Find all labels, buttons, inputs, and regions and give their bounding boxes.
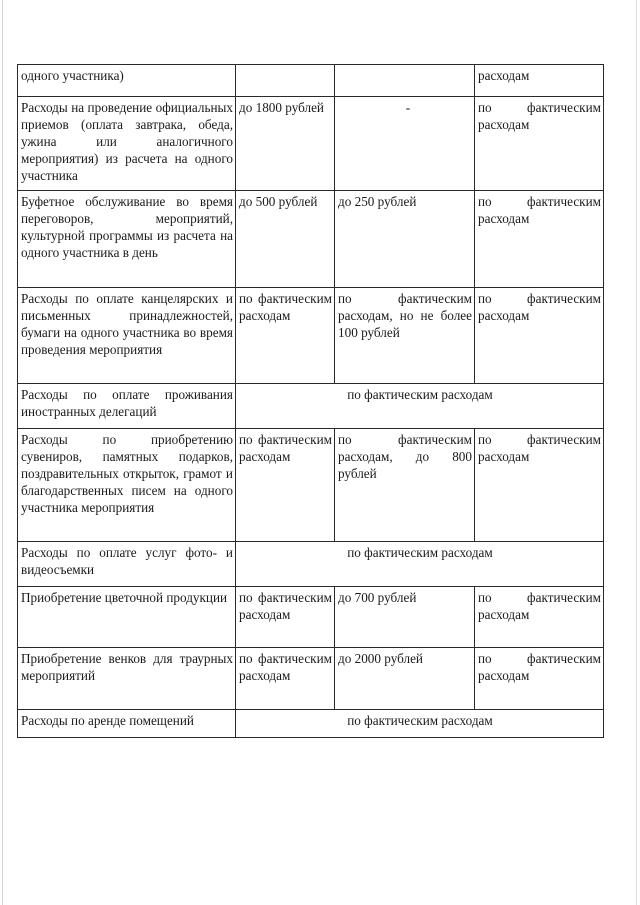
expense-name-cell: Расходы по приобретению сувениров, памятных подарков, поздравительных открыток, грамот и благодарственных писем на одного участника мероприятия xyxy=(18,429,236,542)
table-row xyxy=(18,97,604,191)
expenses-table xyxy=(17,64,604,738)
limit-cell: по фактическим расходам xyxy=(475,429,604,542)
scan-edge-right xyxy=(636,0,637,905)
merged-limit-cell: по фактическим расходам xyxy=(236,710,604,738)
expense-name-cell: Расходы по оплате услуг фото- и видеосъемки xyxy=(18,542,236,587)
limit-cell: по фактическим расходам, до 800 рублей xyxy=(335,429,475,542)
expense-name-cell: Расходы по оплате канцелярских и письменных принадлежностей, бумаги на одного участника во время проведения мероприятия xyxy=(18,288,236,384)
limit-cell xyxy=(335,65,475,97)
limit-cell: по фактическим расходам xyxy=(475,191,604,288)
table-row xyxy=(18,648,604,710)
limit-cell: по фактическим расходам, но не более 100 рублей xyxy=(335,288,475,384)
limit-cell: до 1800 рублей xyxy=(236,97,335,191)
expense-name-cell: Приобретение венков для траурных мероприятий xyxy=(18,648,236,710)
expense-name-cell: Расходы по оплате проживания иностранных делегаций xyxy=(18,384,236,429)
table-row xyxy=(18,542,604,587)
merged-limit-cell: по фактическим расходам xyxy=(236,542,604,587)
limit-cell xyxy=(335,97,475,191)
expense-name-cell: одного участника) xyxy=(18,65,236,97)
limit-cell: по фактическим расходам xyxy=(236,288,335,384)
table-row xyxy=(18,384,604,429)
table-row xyxy=(18,65,604,97)
table-row xyxy=(18,191,604,288)
limit-cell: по фактическим расходам xyxy=(236,648,335,710)
limit-cell: до 500 рублей xyxy=(236,191,335,288)
limit-cell: по фактическим расходам xyxy=(475,648,604,710)
table-row xyxy=(18,429,604,542)
expense-name-cell: Расходы на проведение официальных приемов (оплата завтрака, обеда, ужина или аналогичного мероприятия) из расчета на одного участника xyxy=(18,97,236,191)
table-row xyxy=(18,710,604,738)
table-row xyxy=(18,288,604,384)
limit-cell: по фактическим расходам xyxy=(236,587,335,648)
limit-cell: до 250 рублей xyxy=(335,191,475,288)
scan-edge-left xyxy=(2,0,3,905)
limit-cell: до 2000 рублей xyxy=(335,648,475,710)
merged-limit-cell: по фактическим расходам xyxy=(236,384,604,429)
expense-name-cell: Буфетное обслуживание во время переговоров, мероприятий, культурной программы из расчета на одного участника в день xyxy=(18,191,236,288)
limit-cell: до 700 рублей xyxy=(335,587,475,648)
table-row xyxy=(18,587,604,648)
expense-name-cell: Приобретение цветочной продукции xyxy=(18,587,236,648)
limit-cell: по фактическим расходам xyxy=(475,97,604,191)
limit-cell: по фактическим расходам xyxy=(475,587,604,648)
dash-mark: - xyxy=(405,100,411,115)
limit-cell: по фактическим расходам xyxy=(236,429,335,542)
expense-name-cell: Расходы по аренде помещений xyxy=(18,710,236,738)
limit-cell xyxy=(236,65,335,97)
limit-cell: по фактическим расходам xyxy=(475,288,604,384)
limit-cell: расходам xyxy=(475,65,604,97)
